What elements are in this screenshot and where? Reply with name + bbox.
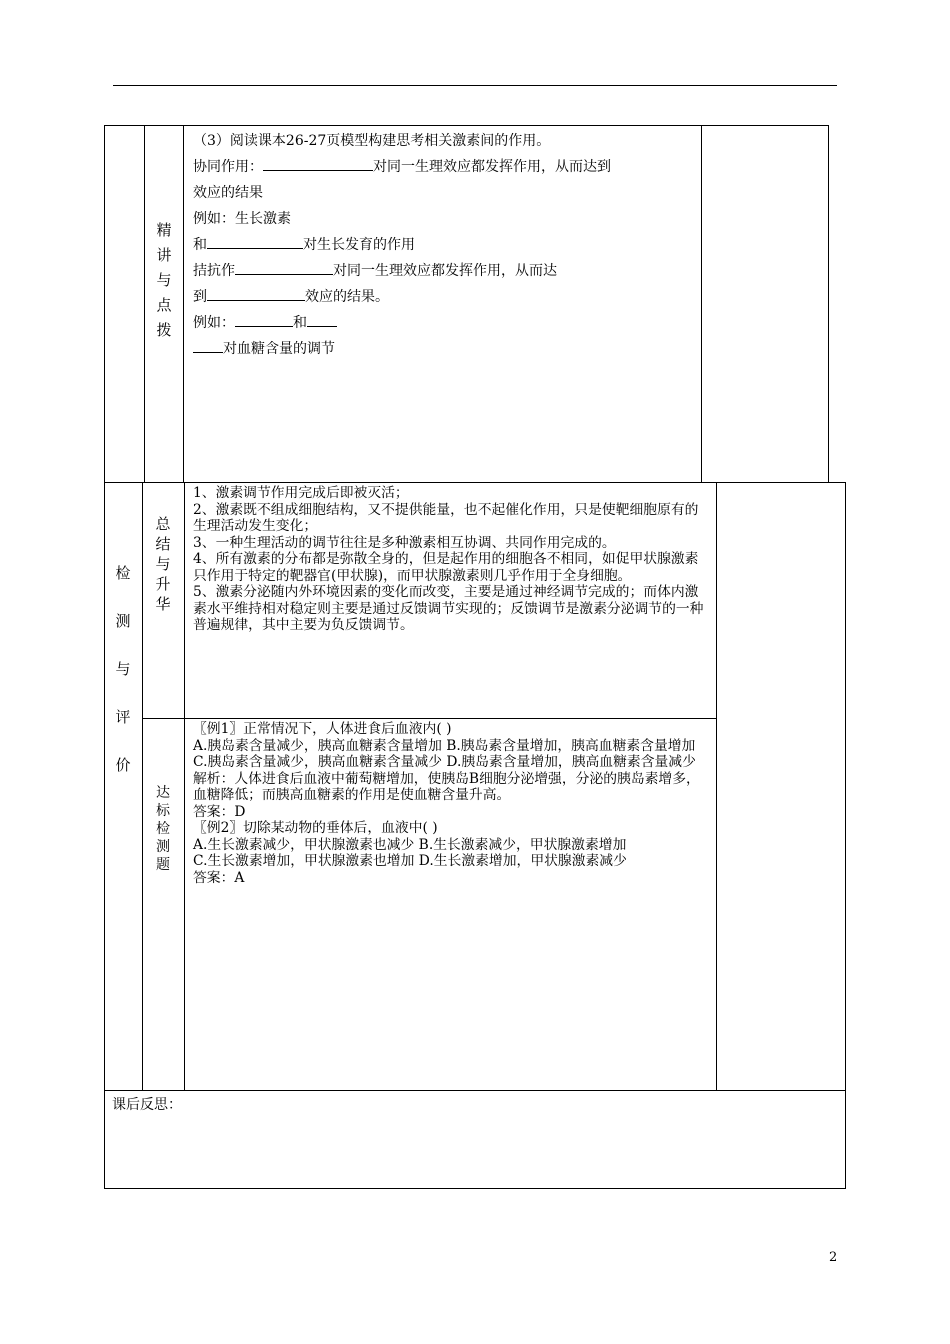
answer-blank[interactable] xyxy=(193,338,223,353)
reading-instruction: （3）阅读课本26-27页模型构建思考相关激素间的作用。 xyxy=(193,133,551,149)
example-2-question: 〖例2〗切除某动物的垂体后，血液中( ) xyxy=(193,820,438,836)
divider xyxy=(701,125,702,483)
answer-blank[interactable] xyxy=(235,312,293,327)
test-content: 〖例1〗正常情况下，人体进食后血液内( ) A.胰岛素含量减少，胰高血糖素含量增加 B.胰岛素含量增加，胰高血糖素含量增加 C.胰岛素含量减少，胰高血糖素含量减少 D.胰岛素含量增加，胰高血糖素含量减少 解析：人体进食后血液中葡萄糖增加，使胰岛B细胞分泌增强，分泌的胰岛素增多，血糖降低；而胰高血糖素的作用是使血糖含量升高。 答案：D 〖例2〗切除某动物的垂体后，血液中( ) A.生长激素减少，甲状腺激素也减少 B.生长激素减少，甲状腺激素增加 C.生长激素增加，甲状腺激素也增加 D.生长激素增加，甲状腺激素减少 答案：A xyxy=(193,721,711,886)
section1-label: 精 讲 与 点 拨 xyxy=(156,221,172,339)
section1-content: （3）阅读课本26-27页模型构建思考相关激素间的作用。 协同作用： 对同一生理效应都发挥作用，从而达到 效应的结果 例如：生长激素 和 对生长发育的作用 拮抗作 对同一生理效应都发挥作用，从而达 到 效应的结果。 例如： 和 对血糖含量的调节 xyxy=(193,133,611,357)
answer-blank[interactable] xyxy=(235,260,333,275)
header-rule xyxy=(113,85,837,86)
divider xyxy=(104,1090,846,1091)
example-1-question: 〖例1〗正常情况下，人体进食后血液内( ) xyxy=(193,721,452,737)
divider xyxy=(716,482,717,1090)
divider xyxy=(184,482,185,1090)
answer-blank[interactable] xyxy=(207,234,303,249)
test-label: 达 标 检 测 题 xyxy=(156,785,170,873)
page-number: 2 xyxy=(829,1250,838,1265)
divider xyxy=(142,718,716,719)
summary-label: 总 结 与 升 华 xyxy=(155,515,171,613)
answer-blank[interactable] xyxy=(263,156,373,171)
answer-blank[interactable] xyxy=(207,286,305,301)
section2-outer-label: 检 测 与 评 价 xyxy=(115,564,131,774)
divider xyxy=(183,125,184,483)
reflection-label: 课后反思： xyxy=(112,1097,182,1113)
answer-blank[interactable] xyxy=(307,312,337,327)
summary-content: 1、激素调节作用完成后即被灭活； 2、激素既不组成细胞结构，又不提供能量，也不起催化作用，只是使靶细胞原有的生理活动发生变化； 3、一种生理活动的调节往往是多种激素相互协调、共同作用完成的。 4、所有激素的分布都是弥散全身的，但是起作用的细胞各不相同，如促甲状腺激素只作用于特定的靶器官(甲状腺)，而甲状腺激素则几乎作用于全身细胞。 5、激素分泌随内外环境因素的变化而改变，主要是通过神经调节完成的；而体内激素水平维持相对稳定则主要是通过反馈调节实现的；反馈调节是激素分泌调节的一种普遍规律，其中主要为负反馈调节。 xyxy=(193,485,704,633)
